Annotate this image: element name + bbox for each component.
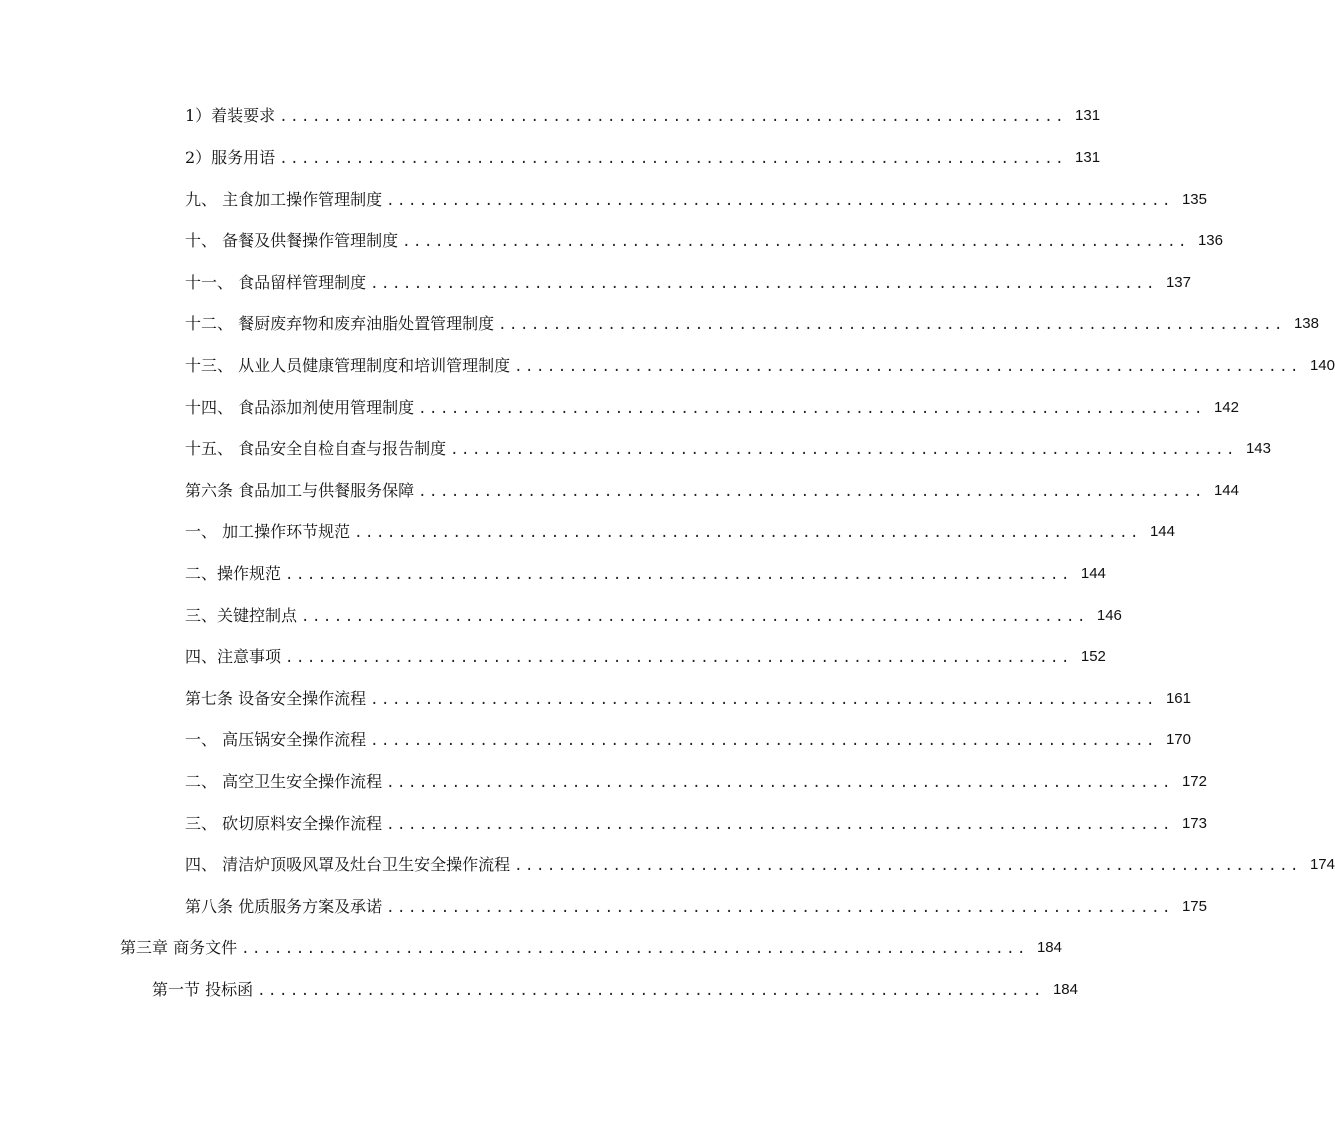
toc-entry[interactable]: [185, 396, 1239, 420]
toc-entry-page: 140: [1309, 357, 1335, 374]
toc-leader-dots: ........................................................................: [285, 650, 1072, 666]
toc-leader-dots: ........................................................................: [402, 234, 1189, 250]
toc-entry-title: 十四、 食品添加剂使用管理制度: [185, 398, 415, 417]
toc-entry-page: 184: [1036, 939, 1062, 956]
toc-entry-title: 三、 砍切原料安全操作流程: [185, 814, 383, 833]
toc-entry[interactable]: [185, 312, 1319, 336]
toc-entry[interactable]: [185, 895, 1207, 919]
toc-entry-page: 152: [1080, 648, 1106, 665]
toc-leader-dots: ........................................................................: [514, 858, 1301, 874]
toc-entry-page: 174: [1309, 856, 1335, 873]
toc-leader-dots: ........................................................................: [418, 401, 1205, 417]
toc-entry-title: 十一、 食品留样管理制度: [185, 273, 367, 292]
toc-entry[interactable]: [185, 520, 1175, 544]
toc-entry[interactable]: [185, 354, 1335, 378]
toc-entry-page: 137: [1165, 274, 1191, 291]
toc-entry[interactable]: [185, 812, 1207, 836]
toc-leader-dots: ........................................................................: [279, 109, 1067, 125]
toc-entry[interactable]: [185, 728, 1191, 752]
toc-entry[interactable]: [185, 479, 1239, 503]
toc-entry-title: 十二、 餐厨废弃物和废弃油脂处置管理制度: [185, 314, 495, 333]
toc-entry-page: 175: [1181, 898, 1207, 915]
toc-leader-dots: ........................................................................: [386, 900, 1173, 916]
toc-entry-page: 161: [1165, 690, 1191, 707]
toc-leader-dots: ........................................................................: [498, 317, 1285, 333]
toc-entry-title: 一、 高压锅安全操作流程: [185, 730, 367, 749]
toc-entry-title: 一、 加工操作环节规范: [185, 522, 351, 541]
toc-entry-title: 1）着装要求: [185, 106, 276, 125]
toc-entry-page: 146: [1096, 607, 1122, 624]
toc-entry[interactable]: [185, 604, 1122, 628]
toc-entry[interactable]: [185, 853, 1335, 877]
toc-entry[interactable]: [185, 229, 1223, 253]
toc-entry[interactable]: [185, 562, 1106, 586]
toc-entry[interactable]: [152, 978, 1078, 1002]
toc-entry-page: 144: [1213, 482, 1239, 499]
toc-entry-page: 142: [1213, 399, 1239, 416]
toc-entry-page: 131: [1075, 149, 1101, 166]
toc-leader-dots: ........................................................................: [354, 525, 1141, 541]
toc-entry-title: 2）服务用语: [185, 148, 276, 167]
toc-entry-title: 十三、 从业人员健康管理制度和培训管理制度: [185, 356, 511, 375]
toc-leader-dots: ........................................................................: [279, 151, 1067, 167]
toc-entry[interactable]: [120, 936, 1062, 960]
toc-entry-page: 172: [1181, 773, 1207, 790]
toc-entry-title: 四、注意事项: [185, 647, 282, 666]
toc-leader-dots: ........................................................................: [386, 817, 1173, 833]
toc-entry-title: 十、 备餐及供餐操作管理制度: [185, 231, 399, 250]
toc-entry[interactable]: [185, 645, 1106, 669]
toc-entry[interactable]: [185, 687, 1191, 711]
toc-leader-dots: ........................................................................: [370, 692, 1157, 708]
toc-entry-title: 第三章 商务文件: [120, 938, 238, 957]
toc-entry-page: 136: [1197, 232, 1223, 249]
toc-entry-title: 第六条 食品加工与供餐服务保障: [185, 481, 415, 500]
toc-entry[interactable]: [185, 104, 1101, 128]
toc-entry-title: 二、 高空卫生安全操作流程: [185, 772, 383, 791]
toc-leader-dots: ........................................................................: [418, 484, 1205, 500]
toc-entry-title: 二、操作规范: [185, 564, 282, 583]
toc-entry-title: 四、 清洁炉顶吸风罩及灶台卫生安全操作流程: [185, 855, 511, 874]
toc-leader-dots: ........................................................................: [386, 193, 1173, 209]
toc-entry-title: 第七条 设备安全操作流程: [185, 689, 367, 708]
toc-leader-dots: ........................................................................: [514, 359, 1301, 375]
toc-leader-dots: ........................................................................: [370, 276, 1157, 292]
toc-entry-page: 131: [1075, 107, 1101, 124]
toc-entry-title: 第一节 投标函: [152, 980, 254, 999]
toc-entry[interactable]: [185, 770, 1207, 794]
toc-leader-dots: ........................................................................: [257, 983, 1044, 999]
toc-leader-dots: ........................................................................: [370, 733, 1157, 749]
toc-entry-title: 三、关键控制点: [185, 606, 298, 625]
toc-entry-page: 144: [1080, 565, 1106, 582]
toc-entry-page: 138: [1293, 315, 1319, 332]
toc-entry-page: 173: [1181, 815, 1207, 832]
toc-leader-dots: ........................................................................: [386, 775, 1173, 791]
toc-leader-dots: ........................................................................: [301, 609, 1088, 625]
toc-entry[interactable]: [185, 146, 1101, 170]
toc-leader-dots: ........................................................................: [285, 567, 1072, 583]
toc-entry-page: 170: [1165, 731, 1191, 748]
toc-entry-page: 184: [1052, 981, 1078, 998]
toc-entry-title: 十五、 食品安全自检自查与报告制度: [185, 439, 447, 458]
toc-entry-title: 九、 主食加工操作管理制度: [185, 190, 383, 209]
toc-entry-page: 135: [1181, 191, 1207, 208]
toc-entry-page: 144: [1149, 523, 1175, 540]
toc-leader-dots: ........................................................................: [450, 442, 1237, 458]
toc-entry-title: 第八条 优质服务方案及承诺: [185, 897, 383, 916]
toc-entry[interactable]: [185, 437, 1271, 461]
toc-leader-dots: ........................................................................: [241, 941, 1028, 957]
toc-entry[interactable]: [185, 271, 1191, 295]
toc-entry-page: 143: [1245, 440, 1271, 457]
toc-entry[interactable]: [185, 188, 1207, 212]
